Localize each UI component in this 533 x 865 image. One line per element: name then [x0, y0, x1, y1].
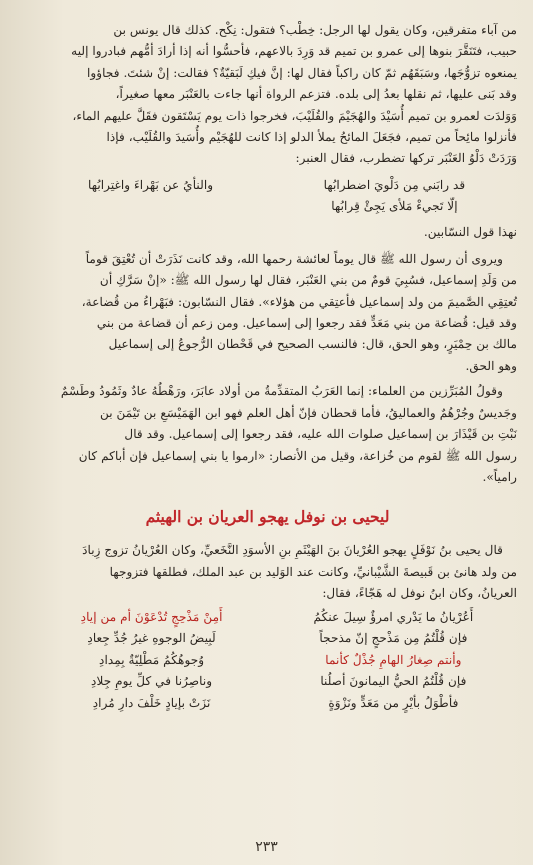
text-line: من ولد هانئ بن قَبيصةَ الشَّيْبانيِّ، وكانت عند الوَليد بن عبد الملك، فطلقها فتزوجها: [109, 564, 517, 579]
text-line: وقولُ المُبَرِّزين من العلماء: إنما العَرَبُ المتقدِّمةُ من أولاد عابَرَ، ورَهْطُهُ عادٌ وثَمُودُ وطَسْمٌ: [60, 384, 503, 399]
poem-verse: [18, 693, 517, 715]
poem-hemistich-right: وأنتم صِغارُ الهامِ جُذْلٌ كأنما: [325, 652, 462, 667]
poem-hemistich-left: لَبِيضُ الوجوهِ غيرُ جُدِّ جِعادِ: [87, 631, 216, 646]
poem-verse: [18, 650, 517, 672]
poem-hemistich-left: أَمِنْ مَذْحِجٍ تُدْعَوْنَ أم من إيادِ: [80, 609, 223, 624]
poem-verse: [18, 628, 517, 650]
poem-hemistich-left: نَزَتْ بإيادٍ خَلْفَ دارِ مُرادِ: [92, 695, 211, 710]
poem-hemistich-right: فإن قُلْتُمُ مِن مَذْحجٍ إنّ مذحجاً: [319, 631, 468, 646]
text-line: رامياً».: [482, 469, 517, 484]
verse-line-2: [18, 196, 517, 217]
scholars-paragraph: [18, 381, 517, 488]
anbar-verse: [18, 175, 517, 217]
text-line: تُعتِقِي الصَّميمَ من ولد إسماعيل فأعتِقي من هؤلاء». فقال النسّابون: فبَهْراءُ من قُضاعة،: [81, 294, 517, 309]
poem-hemistich-left: وُجوهُكُمُ مَطْلِيّةٌ بِمِدادِ: [99, 652, 205, 667]
verse-hemistich-left: والنأيُ عن بَهْراءَ واغتِرابُها: [88, 177, 214, 192]
text-line: من وَلَدِ إسماعيل، فسُبِيَ قومٌ من بني العَنْبَر، فقال لها رسول الله ﷺ: «إنْ سَرَّكِ أن: [99, 273, 517, 288]
text-line: وقد بَنى عليها، ثم نقلها بعدُ إلى بلده. فتزعم الرواة أنها جاءت بالعَنْبَر معها صغيراً،: [115, 87, 517, 102]
poem-hemistich-left: وناصِرُنا في كلِّ يومِ جِلادِ: [91, 674, 213, 689]
intro-paragraph: [18, 540, 517, 604]
poem-verse: [18, 607, 517, 629]
verse-hemistich-right: إلّا تَجيءْ مَلأى يَجِئْ قِرابُها: [331, 198, 458, 213]
poem-hemistich-right: فأطْوَلُ بأيْرٍ من مَعَدٍّ ونَزْوَةٍ: [328, 695, 459, 710]
text-line: العريانُ، وكان ابنُ نوفل له هَجّاءً، فقال:: [322, 586, 517, 601]
text-line: وَوَلدَت لعمرو بن تميم أُسَيْدَ والهُجَيْمَ والقُلَيْبَ، فخرجوا ذات يوم يَسْتَقون فقَلَّ عليهم الماء،: [72, 108, 517, 123]
page-number: ٢٣٣: [255, 839, 278, 855]
genealogists-note: نهذا قول النسّابين.: [423, 224, 517, 239]
text-line: من آباء متفرقين، وكان يقول لها الرجل: خِطْب؟ فتقول: نِكْح. كذلك قال يونس بن: [113, 23, 517, 37]
poem-verse: [18, 671, 517, 693]
text-line: رسول الله ﷺ لقوم من خُزاعة، وقيل من الأنصار: «ارموا يا بني إسماعيل فإن أباكم كان: [78, 448, 517, 463]
text-line: قال يحيى بنُ نَوْفَلٍ يهجو العُرْيانَ بنَ الهَيْثَمِ بنِ الأسوَدِ النَّخَعيِّ، وكان العُرْيانُ تزوج زِبادَ: [82, 543, 503, 558]
text-line: وقد قيل: قُضاعة من بني مَعَدٍّ فقد رجعوا إلى إسماعيل. ومن زعم أن قضاعة من بني: [96, 316, 517, 331]
verse-hemistich-left: [38, 196, 263, 217]
poem-hemistich-right: أَعُرْيانُ ما يَدْري امرؤٌ سِيلَ عنكُمُ: [313, 609, 474, 624]
section-heading: ليحيى بن نوفل يهجو العريان بن الهيثم: [145, 507, 390, 527]
text-line: مالك بن حِمْيَرٍ، وهو الحق، قال: فالنسب الصحيح في قَحْطان الرُّجوعُ إلى إسماعيل: [108, 337, 517, 352]
text-line: وَرَدَتْ دَلْوُ العَنْبَر تركها تضطرب، فقال العنبر:: [295, 151, 517, 166]
verse-line-1: [18, 175, 517, 196]
opening-paragraph: [18, 20, 517, 170]
text-line: وجَديسٌ وجُرْهُمٌ والعماليقُ، فأما قحطان فإنّ أهل العلم فهو ابن الهَمَيْسَعِ بن تَيْمَنَ بن: [99, 405, 517, 420]
text-line: وهو الحق.: [465, 358, 517, 373]
hadith-paragraph: [18, 249, 517, 377]
text-line: حبيب، فتَنَقَّرَ بنوها إلى عمرو بن تميم قد وَرِدَ بالاعهم، فأحسُّوا أنه إذا أرادَ أمُّهم فبادروا إليه: [71, 44, 517, 59]
text-line: فأنزلوا مائِحاً من تميم، فجَعَلَ المائحُ يملأ الدلو إذا كانت للهُجَيْم وأُسَيدَ والقُلَيْب، فإذا: [106, 130, 517, 145]
poem: [18, 607, 517, 715]
text-line: يمنعوه تزوُّجَها، وسَبَقَهُم ثمّ كان راكباً فقال لها: إنَّ فيكِ لَبَقيّةٌ؟ فقالت: إنْ شئتَ. فجاؤوا: [87, 65, 517, 80]
text-line: ويروى أن رسول الله ﷺ قال يوماً لعائشة رحمها الله، وقد كانت نَذَرَتْ أن تُعْتِقَ قوماً: [85, 251, 503, 266]
verse-hemistich-right: قد رابَني مِن دَلْويَ اضطرابُها: [323, 177, 466, 192]
text-line: نَبْتِ بن قَيْذَارَ بن إسماعيل صلوات الله عليه، فقد رجعوا إلى إسماعيل. وقد قال: [124, 427, 517, 442]
poem-hemistich-right: فإن قُلْتُمُ الحيُّ اليمانونَ أصلُنا: [320, 674, 467, 689]
